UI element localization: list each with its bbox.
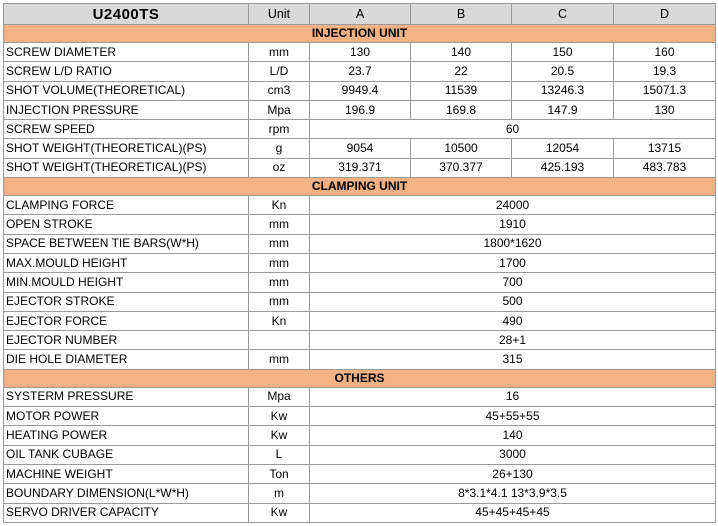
spec-value: 10500 (411, 139, 512, 158)
spec-value: 26+130 (310, 464, 716, 483)
spec-name: SCREW DIAMETER (4, 43, 249, 62)
spec-name: MAX.MOULD HEIGHT (4, 253, 249, 272)
col-header-a: A (310, 4, 411, 25)
section-header-clamping (4, 178, 716, 196)
table-row (4, 120, 716, 139)
spec-value: 1910 (310, 215, 716, 234)
spec-name: HEATING POWER (4, 426, 249, 445)
section-title: CLAMPING UNIT (4, 178, 716, 196)
spec-value: 60 (310, 120, 716, 139)
spec-value: 8*3.1*4.1 13*3.9*3.5 (310, 484, 716, 503)
spec-unit: mm (249, 215, 310, 234)
spec-unit: L/D (249, 62, 310, 81)
model-name: U2400TS (4, 4, 249, 25)
table-row (4, 292, 716, 311)
table-row (4, 158, 716, 177)
spec-value: 28+1 (310, 331, 716, 350)
section-title: INJECTION UNIT (4, 25, 716, 43)
section-title: OTHERS (4, 369, 716, 387)
table-row (4, 43, 716, 62)
spec-unit: m (249, 484, 310, 503)
spec-name: SHOT WEIGHT(THEORETICAL)(PS) (4, 139, 249, 158)
spec-name: MIN.MOULD HEIGHT (4, 273, 249, 292)
spec-value: 315 (310, 350, 716, 369)
spec-unit: Kw (249, 407, 310, 426)
spec-unit: Mpa (249, 387, 310, 406)
spec-name: SHOT VOLUME(THEORETICAL) (4, 81, 249, 100)
spec-value: 11539 (411, 81, 512, 100)
spec-value: 13246.3 (512, 81, 614, 100)
section-header-injection (4, 25, 716, 43)
spec-name: EJECTOR FORCE (4, 311, 249, 330)
table-row (4, 215, 716, 234)
spec-unit: g (249, 139, 310, 158)
spec-value: 16 (310, 387, 716, 406)
unit-header: Unit (249, 4, 310, 25)
spec-value: 24000 (310, 196, 716, 215)
spec-value: 490 (310, 311, 716, 330)
spec-unit: mm (249, 253, 310, 272)
table-row (4, 407, 716, 426)
table-row (4, 81, 716, 100)
spec-value: 160 (614, 43, 716, 62)
spec-value: 150 (512, 43, 614, 62)
col-header-d: D (614, 4, 716, 25)
spec-value: 425.193 (512, 158, 614, 177)
spec-name: SCREW L/D RATIO (4, 62, 249, 81)
table-row (4, 62, 716, 81)
spec-table (3, 3, 716, 523)
spec-name: SYSTERM PRESSURE (4, 387, 249, 406)
spec-value: 500 (310, 292, 716, 311)
spec-unit: Kn (249, 196, 310, 215)
spec-name: BOUNDARY DIMENSION(L*W*H) (4, 484, 249, 503)
spec-unit: Kw (249, 426, 310, 445)
spec-value: 169.8 (411, 100, 512, 119)
spec-value: 196.9 (310, 100, 411, 119)
table-row (4, 234, 716, 253)
spec-value: 319.371 (310, 158, 411, 177)
spec-value: 22 (411, 62, 512, 81)
spec-unit: mm (249, 292, 310, 311)
spec-value: 1700 (310, 253, 716, 272)
spec-value: 3000 (310, 445, 716, 464)
spec-unit: mm (249, 43, 310, 62)
spec-unit: rpm (249, 120, 310, 139)
table-row (4, 426, 716, 445)
spec-value: 12054 (512, 139, 614, 158)
spec-value: 13715 (614, 139, 716, 158)
table-row (4, 139, 716, 158)
table-row (4, 311, 716, 330)
spec-unit: mm (249, 234, 310, 253)
table-row (4, 350, 716, 369)
spec-value: 130 (310, 43, 411, 62)
spec-value: 45+45+45+45 (310, 503, 716, 522)
spec-name: MACHINE WEIGHT (4, 464, 249, 483)
spec-value: 147.9 (512, 100, 614, 119)
spec-name: INJECTION PRESSURE (4, 100, 249, 119)
spec-name: SPACE BETWEEN TIE BARS(W*H) (4, 234, 249, 253)
spec-unit: oz (249, 158, 310, 177)
spec-name: EJECTOR NUMBER (4, 331, 249, 350)
spec-unit: Kn (249, 311, 310, 330)
spec-unit: L (249, 445, 310, 464)
spec-value: 20.5 (512, 62, 614, 81)
table-row (4, 100, 716, 119)
table-row (4, 331, 716, 350)
spec-unit (249, 331, 310, 350)
spec-value: 9054 (310, 139, 411, 158)
spec-name: OIL TANK CUBAGE (4, 445, 249, 464)
spec-name: EJECTOR STROKE (4, 292, 249, 311)
spec-value: 140 (310, 426, 716, 445)
spec-value: 23.7 (310, 62, 411, 81)
spec-value: 9949.4 (310, 81, 411, 100)
spec-unit: Mpa (249, 100, 310, 119)
col-header-c: C (512, 4, 614, 25)
spec-value: 45+55+55 (310, 407, 716, 426)
spec-name: CLAMPING FORCE (4, 196, 249, 215)
table-row (4, 253, 716, 272)
table-row (4, 445, 716, 464)
spec-name: SERVO DRIVER CAPACITY (4, 503, 249, 522)
table-row (4, 273, 716, 292)
table-row (4, 196, 716, 215)
spec-name: SCREW SPEED (4, 120, 249, 139)
spec-value: 130 (614, 100, 716, 119)
table-row (4, 503, 716, 522)
spec-value: 140 (411, 43, 512, 62)
spec-unit: mm (249, 273, 310, 292)
spec-name: OPEN STROKE (4, 215, 249, 234)
spec-value: 19.3 (614, 62, 716, 81)
spec-name: SHOT WEIGHT(THEORETICAL)(PS) (4, 158, 249, 177)
spec-name: DIE HOLE DIAMETER (4, 350, 249, 369)
spec-value: 15071.3 (614, 81, 716, 100)
spec-value: 483.783 (614, 158, 716, 177)
spec-value: 700 (310, 273, 716, 292)
spec-name: MOTOR POWER (4, 407, 249, 426)
spec-value: 1800*1620 (310, 234, 716, 253)
spec-unit: Ton (249, 464, 310, 483)
spec-value: 370.377 (411, 158, 512, 177)
table-row (4, 464, 716, 483)
spec-unit: cm3 (249, 81, 310, 100)
table-row (4, 387, 716, 406)
col-header-b: B (411, 4, 512, 25)
section-header-others (4, 369, 716, 387)
table-row (4, 484, 716, 503)
spec-unit: Kw (249, 503, 310, 522)
spec-unit: mm (249, 350, 310, 369)
header-row (4, 4, 716, 25)
